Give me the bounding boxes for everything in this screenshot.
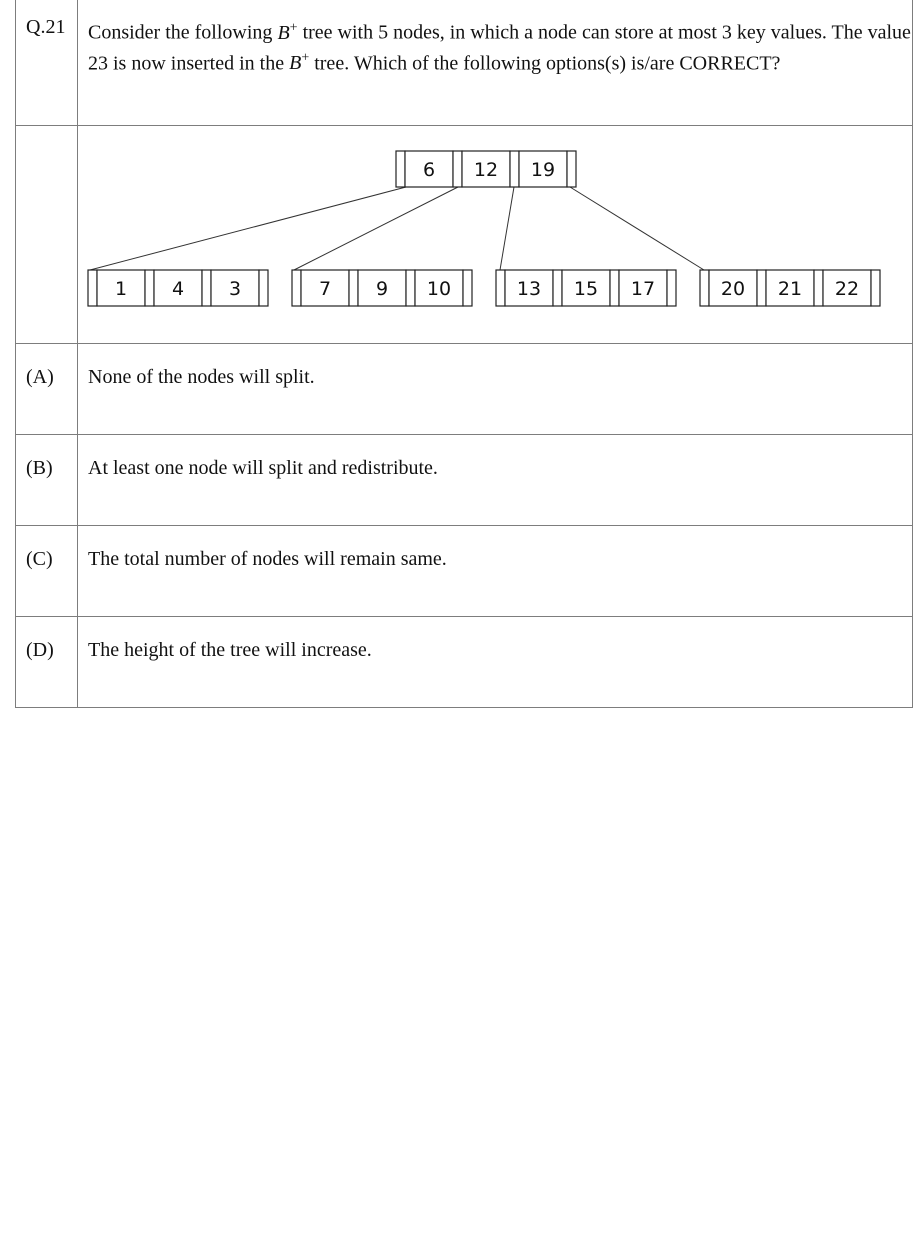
leaf-node-2 [292,270,472,306]
key-value: 6 [422,159,436,181]
option-row-d [16,617,913,708]
key-value: 7 [318,278,332,300]
option-row-a [16,344,913,435]
key-value: 9 [375,278,389,300]
tree-edge [294,187,458,270]
pointer-slot [510,151,519,187]
bplus-tree-diagram [78,126,912,338]
tree-edge [570,187,704,270]
leaf-node-1 [88,270,268,306]
question-text-part2: tree with 5 nodes, in which a node can store at most 3 key values. The value 23 is now inserted in the [88,21,911,75]
key-value: 21 [777,278,803,300]
key-value: 12 [473,159,499,181]
pointer-slot [88,270,97,306]
key-value: 13 [516,278,542,300]
figure-row [16,126,913,344]
key-value: 22 [834,278,860,300]
option-label: (C) [16,526,78,617]
key-value: 1 [114,278,128,300]
pointer-slot [496,270,505,306]
tree-figure-cell [78,126,913,344]
option-text: None of the nodes will split. [78,344,913,435]
pointer-slot [453,151,462,187]
question-text [78,0,913,126]
key-value: 4 [171,278,185,300]
pointer-slot [463,270,472,306]
bplus-symbol-2: B+ [289,50,310,75]
pointer-slot [292,270,301,306]
leaf-node-4 [700,270,880,306]
pointer-slot [871,270,880,306]
pointer-slot [553,270,562,306]
key-value: 20 [720,278,746,300]
bplus-symbol-1: B+ [277,20,298,44]
key-value: 19 [530,159,556,181]
option-label: (B) [16,435,78,526]
option-text: The total number of nodes will remain same. [78,526,913,617]
key-value: 15 [573,278,599,300]
option-text: The height of the tree will increase. [78,617,913,708]
pointer-slot [259,270,268,306]
option-label: (A) [16,344,78,435]
question-table [15,0,913,708]
option-text: At least one node will split and redistribute. [78,435,913,526]
key-value: 10 [426,278,452,300]
root-node [396,151,576,187]
pointer-slot [406,270,415,306]
question-row [16,0,913,126]
option-label: (D) [16,617,78,708]
question-text-part3: tree. Which of the following options(s) is/are CORRECT? [309,52,781,75]
pointer-slot [202,270,211,306]
pointer-slot [814,270,823,306]
pointer-slot [667,270,676,306]
key-value: 3 [228,278,242,300]
pointer-slot [610,270,619,306]
key-value: 17 [630,278,656,300]
pointer-slot [396,151,405,187]
pointer-slot [349,270,358,306]
option-row-b [16,435,913,526]
question-text-part1: Consider the following [88,21,278,44]
question-number: Q.21 [16,0,78,126]
tree-edge [90,187,406,270]
tree-edge [500,187,514,270]
pointer-slot [567,151,576,187]
pointer-slot [757,270,766,306]
option-row-c [16,526,913,617]
pointer-slot [145,270,154,306]
pointer-slot [700,270,709,306]
leaf-node-3 [496,270,676,306]
